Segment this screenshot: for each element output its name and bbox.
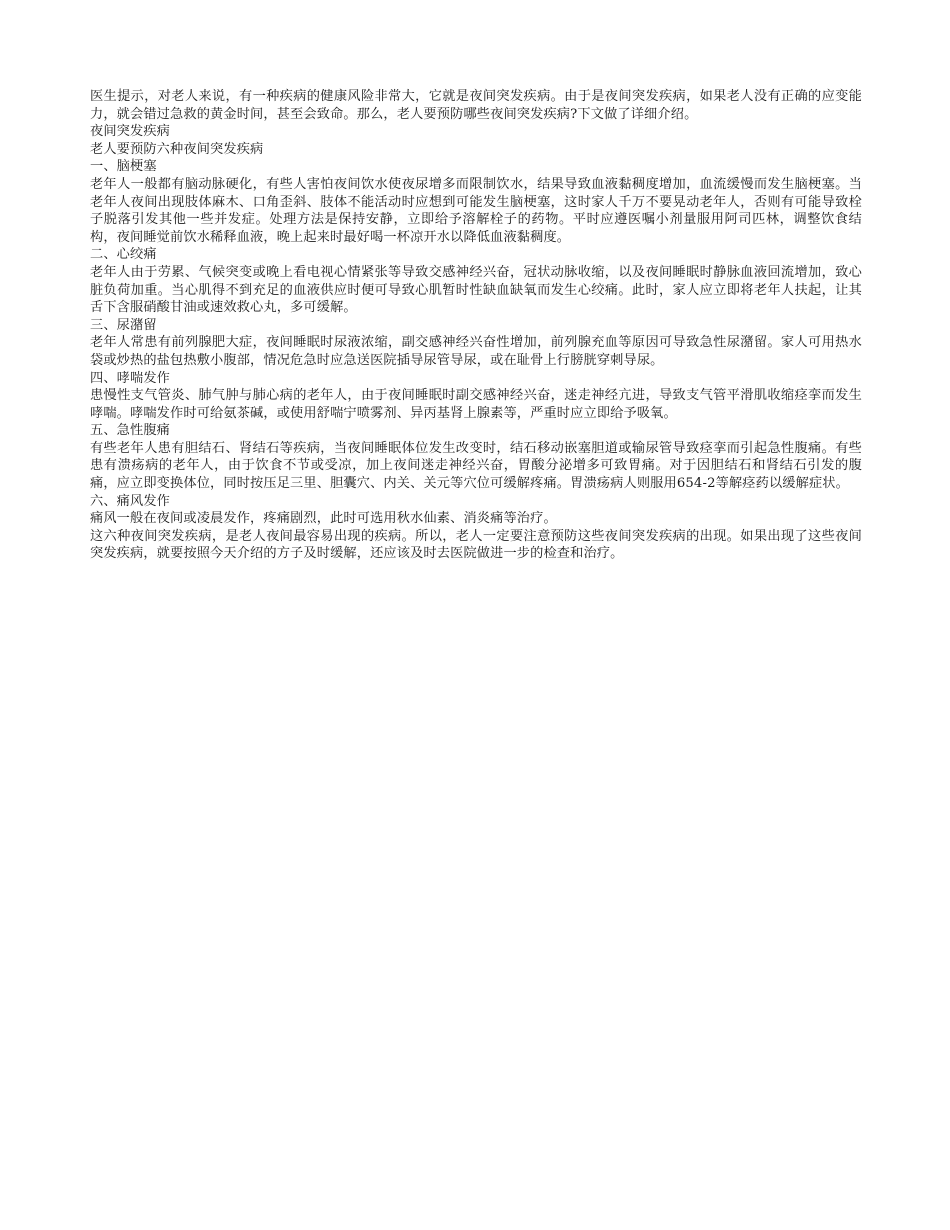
section-body-asthma: 患慢性支气管炎、肺气肿与肺心病的老年人，由于夜间睡眠时副交感神经兴奋，迷走神经亢进，导致支气管平滑肌收缩痉挛而发生哮喘。哮喘发作时可给氨茶碱，或使用舒喘宁喷雾剂、异丙基肾上腺素等，严重时应立即给予吸氧。 [90, 388, 862, 421]
conclusion-paragraph: 这六种夜间突发疾病，是老人夜间最容易出现的疾病。所以，老人一定要注意预防这些夜间突发疾病的出现。如果出现了这些夜间突发疾病，就要按照今天介绍的方子及时缓解，还应该及时去医院做进一步的检查和治疗。 [90, 528, 862, 562]
document-title: 夜间突发疾病 [90, 124, 171, 140]
section-heading-abdominal-pain: 五、急性腹痛 [90, 423, 171, 439]
section-heading-urinary-retention: 三、尿潴留 [90, 317, 157, 333]
section-body-abdominal-pain: 有些老年人患有胆结石、肾结石等疾病，当夜间睡眠体位发生改变时，结石移动嵌塞胆道或输尿管导致痉挛而引起急性腹痛。有些患有溃疡病的老年人，由于饮食不节或受凉，加上夜间迷走神经兴奋，胃酸分泌增多可致胃痛。对于因胆结石和肾结石引发的腹痛，应立即变换体位，同时按压足三里、胆囊穴、内关、关元等穴位可缓解疼痛。胃溃疡病人则服用654-2等解痉药以缓解症状。 [90, 440, 862, 492]
section-body-gout: 痛风一般在夜间或凌晨发作，疼痛剧烈，此时可选用秋水仙素、消炎痛等治疗。 [90, 511, 557, 527]
section-heading-angina: 二、心绞痛 [90, 247, 157, 263]
section-heading-cerebral-infarction: 一、脑梗塞 [90, 159, 157, 175]
section-body-angina: 老年人由于劳累、气候突变或晚上看电视心情紧张等导致交感神经兴奋，冠状动脉收缩，以及夜间睡眠时静脉血液回流增加，致心脏负荷加重。当心肌得不到充足的血液供应时便可导致心肌暂时性缺血缺氧而发生心绞痛。此时，家人应立即将老年人扶起，让其舌下含服硝酸甘油或速效救心丸，多可缓解。 [90, 264, 862, 316]
section-body-urinary-retention: 老年人常患有前列腺肥大症，夜间睡眠时尿液浓缩，副交感神经兴奋性增加，前列腺充血等原因可导致急性尿潴留。家人可用热水袋或炒热的盐包热敷小腹部，情况危急时应急送医院插导尿管导尿，或在耻骨上行膀胱穿刺导尿。 [90, 335, 862, 368]
section-heading-gout: 六、痛风发作 [90, 493, 171, 509]
document-subtitle: 老人要预防六种夜间突发疾病 [90, 141, 264, 157]
document-body [90, 88, 862, 563]
intro-paragraph: 医生提示，对老人来说，有一种疾病的健康风险非常大，它就是夜间突发疾病。由于是夜间突发疾病，如果老人没有正确的应变能力，就会错过急救的黄金时间，甚至会致命。那么，老人要预防哪些夜间突发疾病?下文做了详细介绍。 [90, 89, 862, 122]
section-heading-asthma: 四、哮喘发作 [90, 370, 171, 386]
section-body-cerebral-infarction: 老年人一般都有脑动脉硬化，有些人害怕夜间饮水使夜尿增多而限制饮水，结果导致血液黏稠度增加，血流缓慢而发生脑梗塞。当老年人夜间出现肢体麻木、口角歪斜、肢体不能活动时应想到可能发生脑梗塞，这时家人千万不要晃动老年人，否则有可能导致栓子脱落引发其他一些并发症。处理方法是保持安静，立即给予溶解栓子的药物。平时应遵医嘱小剂量服用阿司匹林，调整饮食结构，夜间睡觉前饮水稀释血液，晚上起来时最好喝一杯凉开水以降低血液黏稠度。 [90, 176, 862, 245]
